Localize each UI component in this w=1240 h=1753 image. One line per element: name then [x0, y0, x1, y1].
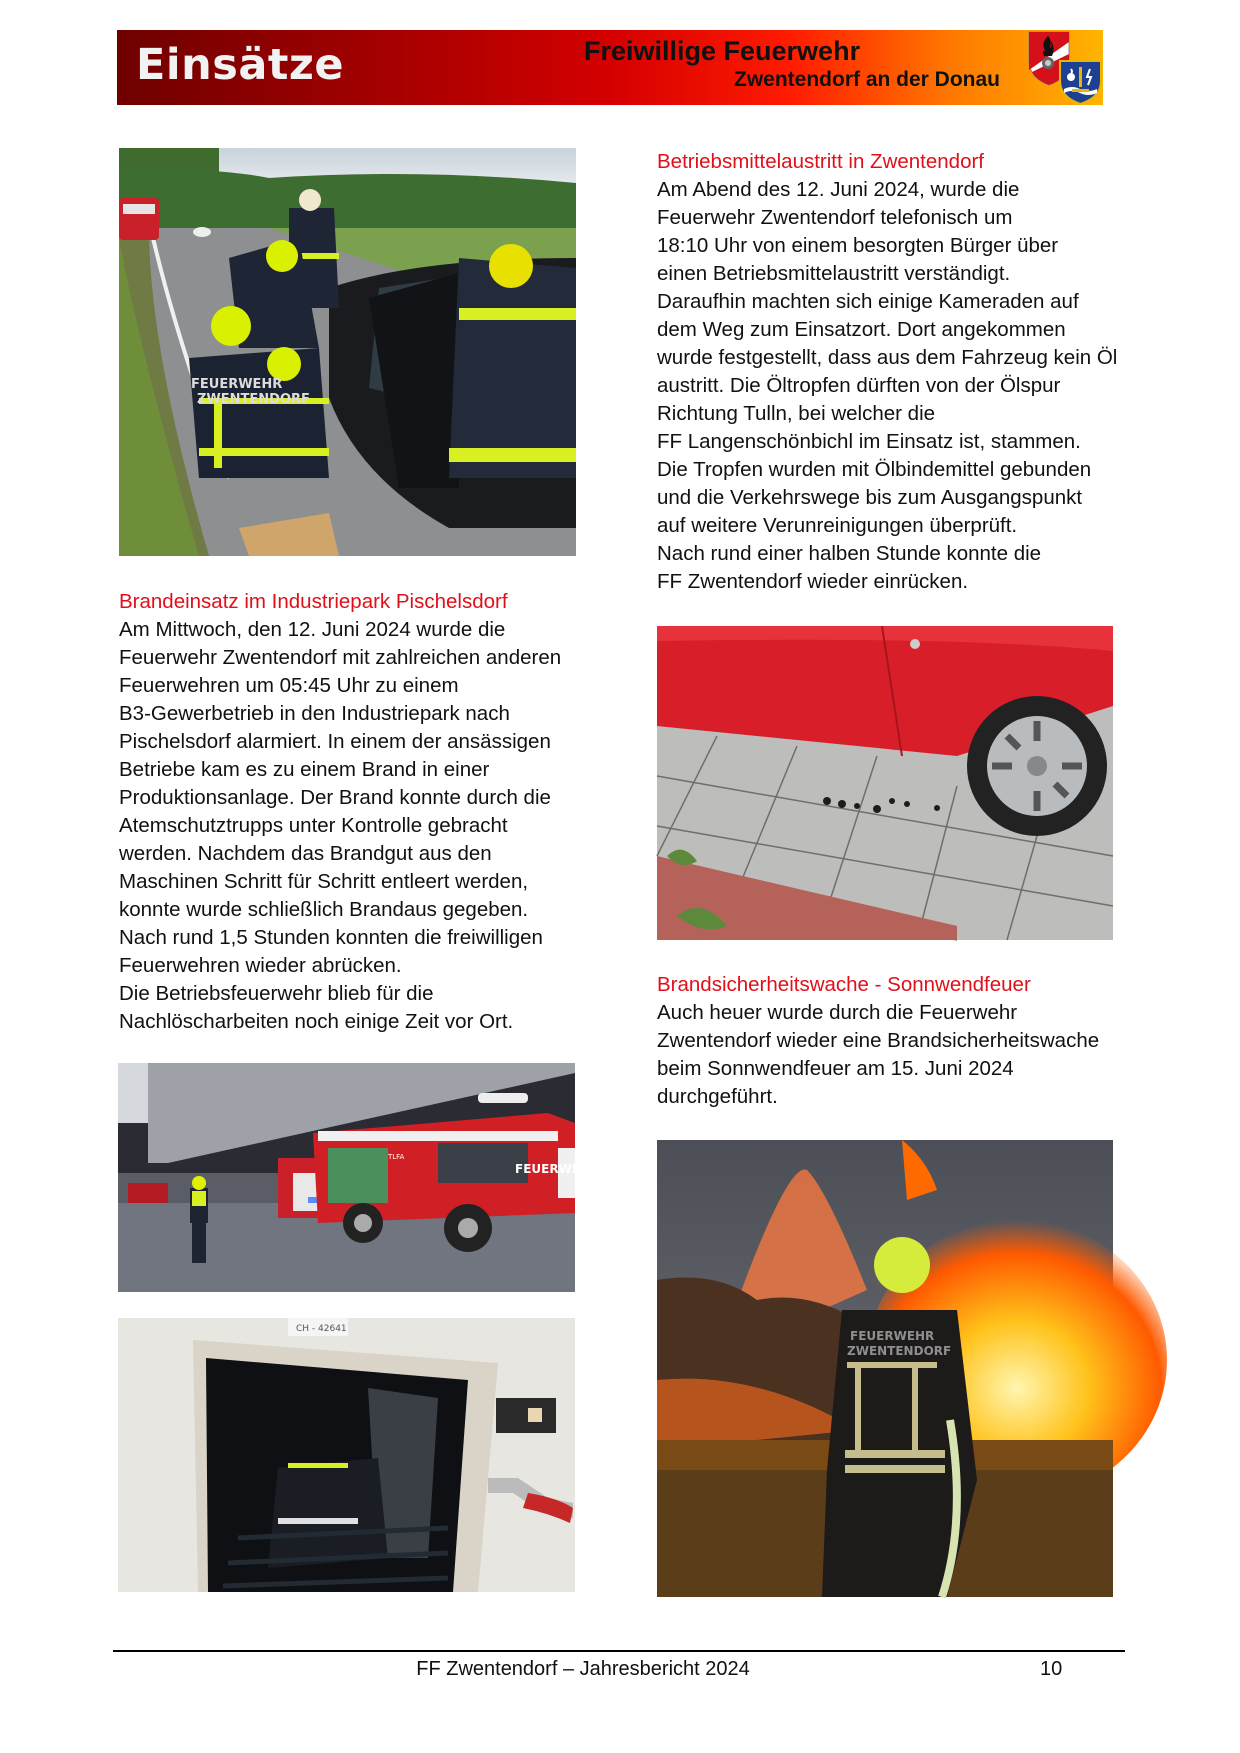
article-body-line: Feuerwehren wieder abrücken.: [119, 954, 402, 977]
article-body-line: FF Zwentendorf wieder einrücken.: [657, 570, 969, 593]
article-body-line: und die Verkehrswege bis zum Ausgangspunkt: [657, 486, 1083, 509]
article-body-line: beim Sonnwendfeuer am 15. Juni 2024: [657, 1057, 1014, 1080]
article-body-line: Feuerwehr Zwentendorf telefonisch um: [657, 206, 1013, 229]
article-body-line: einen Betriebsmittelaustritt verständigt.: [657, 262, 1011, 285]
article-body-line: Die Betriebsfeuerwehr blieb für die: [119, 982, 434, 1005]
article-body-line: durchgeführt.: [657, 1085, 778, 1108]
article-body-line: Produktionsanlage. Der Brand konnte durch die: [119, 786, 551, 809]
article-body-line: Betriebe kam es zu einem Brand in einer: [119, 758, 490, 781]
org-location: Zwentendorf an der Donau: [734, 68, 1001, 91]
article-body-line: Die Tropfen wurden mit Ölbindemittel gebunden: [657, 458, 1092, 481]
article-body-line: werden. Nachdem das Brandgut aus den: [119, 842, 492, 865]
jacket-text: FEUERWEHR: [191, 377, 283, 392]
article-body-line: Nach rund einer halben Stunde konnte die: [657, 542, 1042, 565]
article-body-line: 18:10 Uhr von einem besorgten Bürger über: [657, 234, 1059, 257]
section-title: Einsätze: [136, 40, 345, 90]
article-betriebsmittelaustritt: [657, 148, 1117, 596]
article-body-line: Feuerwehr Zwentendorf mit zahlreichen anderen: [119, 646, 562, 669]
article-body-line: Nachlöscharbeiten noch einige Zeit vor Ort.: [119, 1010, 514, 1033]
article-body-line: Richtung Tulln, bei welcher die: [657, 402, 936, 425]
article-heading: Betriebsmittelaustritt in Zwentendorf: [657, 150, 984, 173]
org-name: Freiwillige Feuerwehr: [584, 36, 861, 66]
jacket-text: FEUERWEHR: [850, 1329, 935, 1343]
footer-divider: [113, 1650, 1125, 1652]
photo-bonfire: [657, 1140, 1113, 1597]
article-body-line: auf weitere Verunreinigungen überprüft.: [657, 514, 1018, 537]
page-number: 10: [1040, 1658, 1063, 1680]
footer-title: FF Zwentendorf – Jahresbericht 2024: [416, 1658, 750, 1680]
article-body-line: Feuerwehren um 05:45 Uhr zu einem: [119, 674, 459, 697]
article-heading: Brandsicherheitswache - Sonnwendfeuer: [657, 973, 1031, 996]
article-brandeinsatz: [119, 588, 561, 1036]
article-body-line: B3-Gewerbetrieb in den Industriepark nach: [119, 702, 510, 725]
article-body-line: Zwentendorf wieder eine Brandsicherheitswache: [657, 1029, 1100, 1052]
article-body-line: dem Weg zum Einsatzort. Dort angekommen: [657, 318, 1066, 341]
article-body-line: Am Abend des 12. Juni 2024, wurde die: [657, 178, 1020, 201]
article-body-line: konnte wurde schließlich Brandaus gegeben.: [119, 898, 529, 921]
jacket-text: ZWENTENDORF: [197, 392, 310, 407]
article-body-line: Daraufhin machten sich einige Kameraden auf: [657, 290, 1079, 313]
hatch-label: CH - 42641: [296, 1324, 347, 1334]
article-body-line: austritt. Die Öltropfen dürften von der Ölspur: [657, 374, 1061, 397]
photo-roadside-car: [119, 148, 576, 556]
article-body-line: Atemschutztrupps unter Kontrolle gebracht: [119, 814, 508, 837]
header-banner: [117, 30, 1103, 105]
article-heading: Brandeinsatz im Industriepark Pischelsdorf: [119, 590, 508, 613]
article-body-line: wurde festgestellt, dass aus dem Fahrzeug kein Öl: [657, 346, 1118, 369]
article-body-line: Am Mittwoch, den 12. Juni 2024 wurde die: [119, 618, 506, 641]
article-brandsicherheitswache: [657, 971, 1099, 1111]
photo-fire-truck: [118, 1063, 600, 1292]
article-body-line: FF Langenschönbichl im Einsatz ist, stammen.: [657, 430, 1081, 453]
truck-text: FEUERWEHR: [515, 1162, 600, 1176]
photo-red-car-oil: [657, 626, 1113, 940]
town-coat-of-arms-icon: [1058, 59, 1103, 105]
truck-label: TLFA: [388, 1153, 405, 1161]
jacket-text: ZWENTENDORF: [847, 1344, 952, 1358]
article-body-line: Pischelsdorf alarmiert. In einem der ansässigen: [119, 730, 551, 753]
article-body-line: Maschinen Schritt für Schritt entleert werden,: [119, 870, 529, 893]
article-body-line: Auch heuer wurde durch die Feuerwehr: [657, 1001, 1018, 1024]
article-body-line: Nach rund 1,5 Stunden konnten die freiwilligen: [119, 926, 543, 949]
photo-hatch: [118, 1318, 575, 1592]
